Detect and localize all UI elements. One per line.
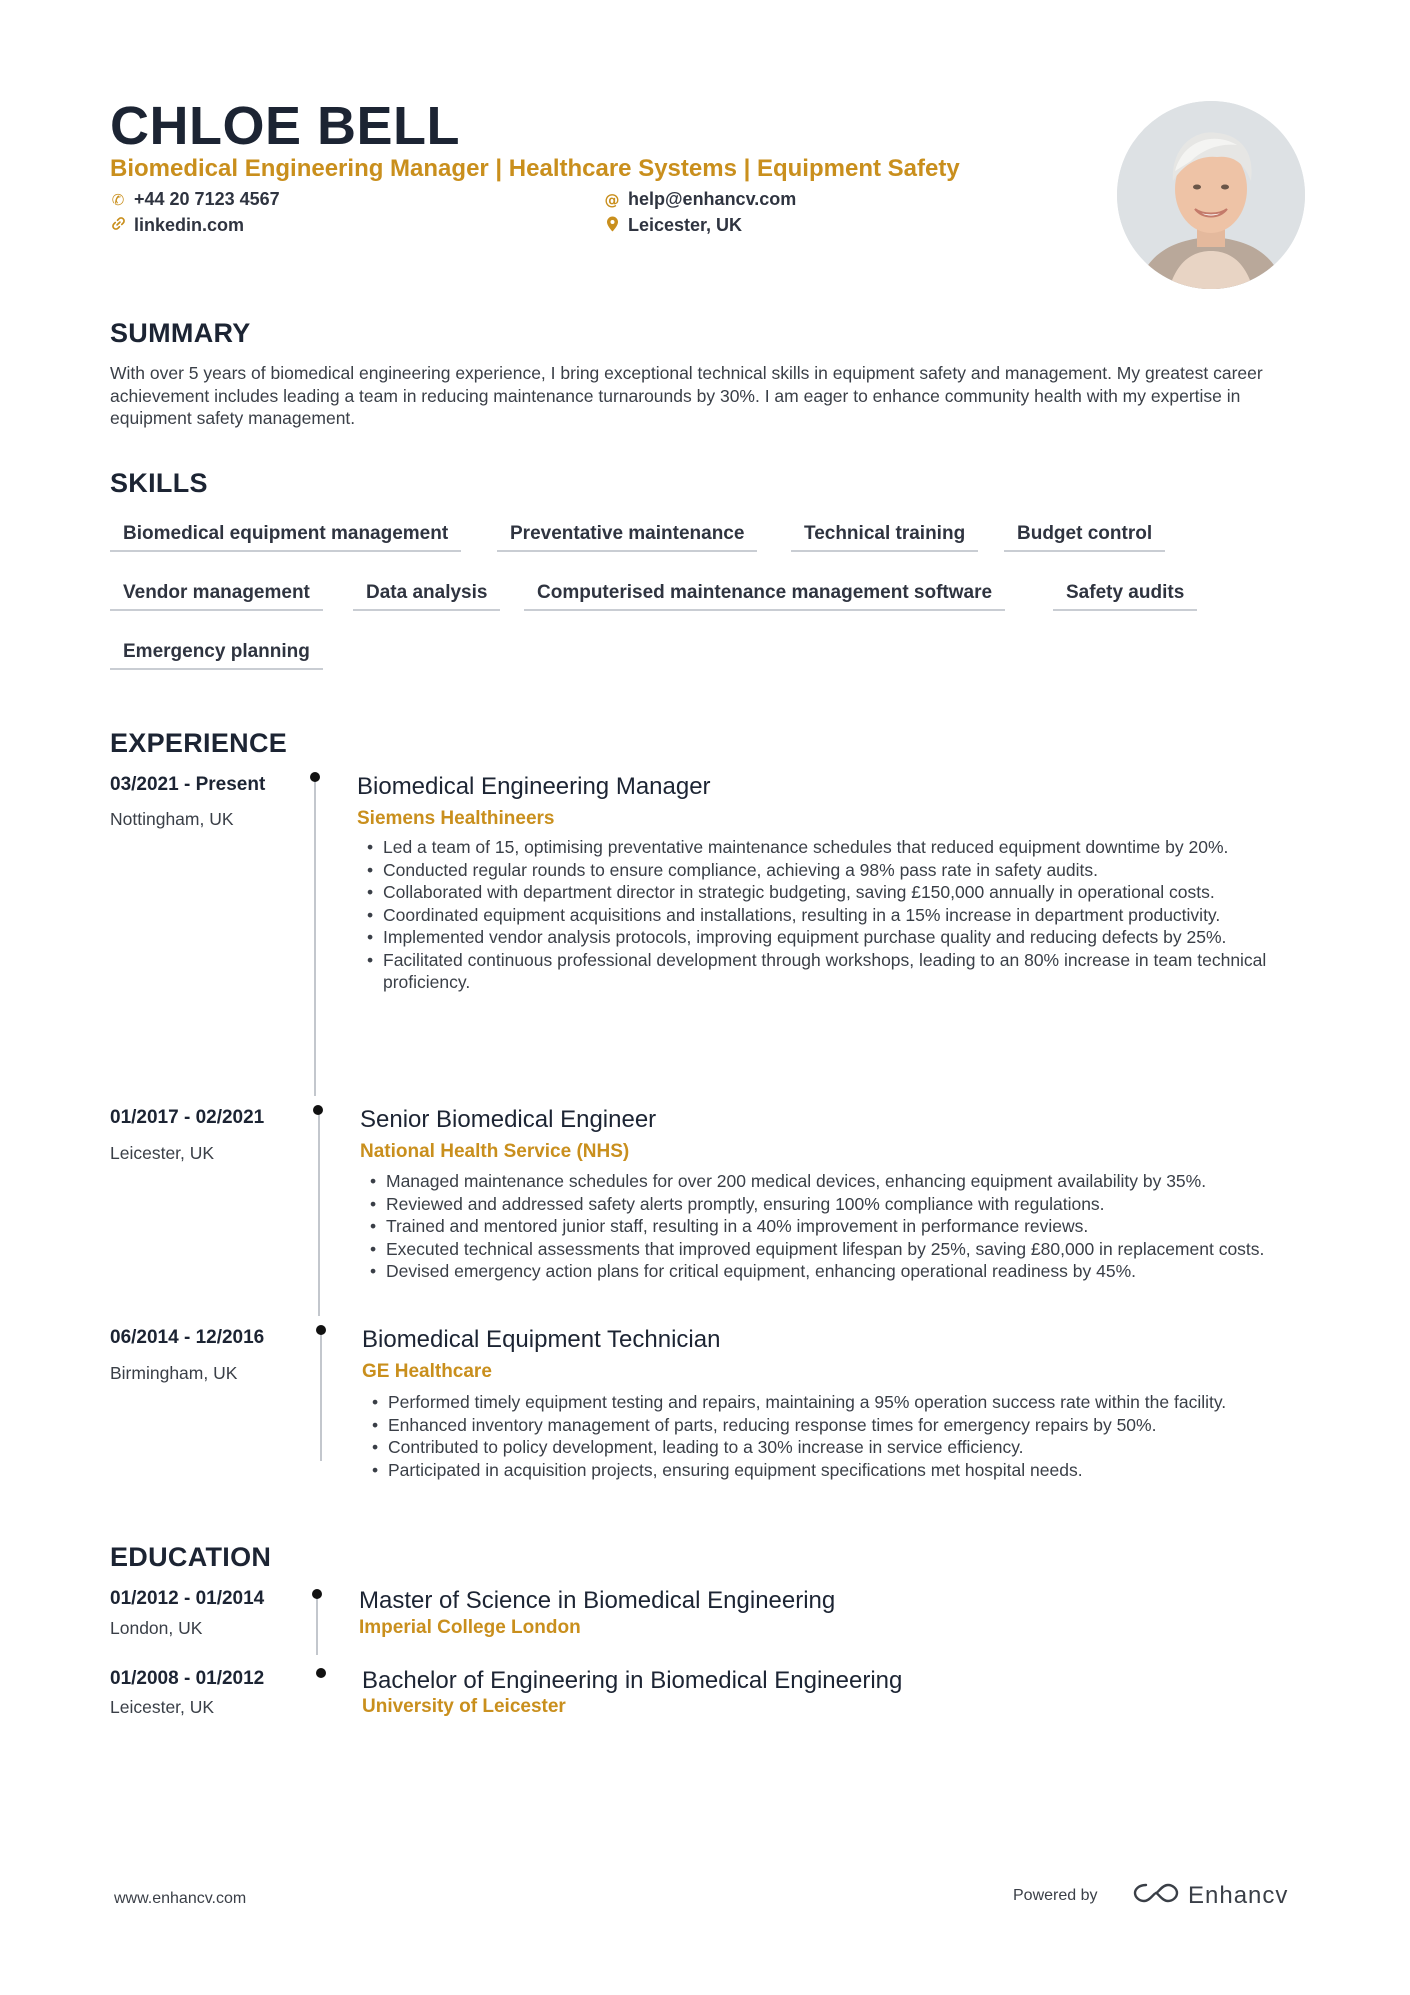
skill-tag: Technical training xyxy=(791,520,978,552)
job-location: Nottingham, UK xyxy=(110,809,234,829)
footer-powered-by: Powered by xyxy=(1013,1887,1098,1904)
edu-school: Imperial College London xyxy=(359,1617,581,1638)
education-title: EDUCATION xyxy=(110,1542,272,1572)
job-location: Birmingham, UK xyxy=(110,1363,238,1383)
skill-tag: Computerised maintenance management software xyxy=(524,579,1005,611)
summary-text: With over 5 years of biomedical engineering experience, I bring exceptional technical skills in equipment safety and management. My greatest career achievement includes leading a team in reducing maintenance turnarounds by 30%. I am eager to enhance community health with my expertise in equipment safety management. xyxy=(110,363,1263,428)
location-text: Leicester, UK xyxy=(628,215,743,235)
at-icon: @ xyxy=(604,190,620,209)
contact-email[interactable] xyxy=(604,189,796,210)
timeline-dot xyxy=(316,1325,326,1335)
edu-degree: Master of Science in Biomedical Engineering xyxy=(359,1587,836,1614)
linkedin-text[interactable]: linkedin.com xyxy=(134,215,245,235)
timeline-line xyxy=(316,1595,318,1655)
list-item: • Contributed to policy development, leading to a 30% increase in service efficiency. xyxy=(368,1436,1268,1459)
list-item: • Participated in acquisition projects, ensuring equipment specifications met hospital needs. xyxy=(368,1459,1268,1482)
edu-location: Leicester, UK xyxy=(110,1697,215,1717)
list-item: • Executed technical assessments that improved equipment lifespan by 25%, saving £80,000 in replacement costs. xyxy=(366,1238,1306,1261)
job-role: Biomedical Engineering Manager xyxy=(357,773,711,800)
enhancv-logo[interactable] xyxy=(1132,1880,1288,1911)
skill-tag: Data analysis xyxy=(353,579,500,611)
skill-tag: Preventative maintenance xyxy=(497,520,757,552)
skills-title: SKILLS xyxy=(110,468,208,498)
job-role: Biomedical Equipment Technician xyxy=(362,1326,721,1353)
timeline-line xyxy=(318,1111,320,1316)
job-company: Siemens Healthineers xyxy=(357,808,555,829)
contact-phone xyxy=(110,189,280,210)
timeline-line xyxy=(320,1331,322,1461)
list-item: • Collaborated with department director in strategic budgeting, saving £150,000 annually in operational costs. xyxy=(363,881,1298,904)
job-dates: 06/2014 - 12/2016 xyxy=(110,1327,265,1348)
list-item: • Managed maintenance schedules for over 200 medical devices, enhancing equipment availability by 35%. xyxy=(366,1170,1306,1193)
experience-title: EXPERIENCE xyxy=(110,728,288,758)
phone-text: +44 20 7123 4567 xyxy=(134,189,280,209)
summary-title: SUMMARY xyxy=(110,318,251,348)
phone-icon: ✆ xyxy=(111,190,125,209)
job-dates: 03/2021 - Present xyxy=(110,774,266,795)
edu-dates: 01/2012 - 01/2014 xyxy=(110,1588,265,1609)
edu-school: University of Leicester xyxy=(362,1696,566,1717)
list-item: • Reviewed and addressed safety alerts promptly, ensuring 100% compliance with regulations. xyxy=(366,1193,1306,1216)
job-company: GE Healthcare xyxy=(362,1361,492,1382)
job-dates: 01/2017 - 02/2021 xyxy=(110,1107,265,1128)
timeline-dot xyxy=(310,772,320,782)
edu-degree: Bachelor of Engineering in Biomedical Engineering xyxy=(362,1667,903,1694)
skill-tag: Biomedical equipment management xyxy=(110,520,461,552)
candidate-name: CHLOE BELL xyxy=(110,96,460,156)
list-item: • Devised emergency action plans for critical equipment, enhancing operational readiness by 45%. xyxy=(366,1260,1306,1283)
timeline-dot xyxy=(313,1105,323,1115)
contact-linkedin[interactable] xyxy=(110,215,244,236)
link-icon xyxy=(110,216,126,235)
skill-tag: Vendor management xyxy=(110,579,323,611)
headline: Biomedical Engineering Manager | Healthcare Systems | Equipment Safety xyxy=(110,155,960,182)
footer-website[interactable]: www.enhancv.com xyxy=(114,1890,247,1907)
list-item: • Facilitated continuous professional development through workshops, leading to an 80% increase in team technical proficiency. xyxy=(363,949,1298,994)
timeline-dot xyxy=(312,1589,322,1599)
list-item: • Led a team of 15, optimising preventative maintenance schedules that reduced equipment downtime by 20%. xyxy=(363,836,1298,859)
job-location: Leicester, UK xyxy=(110,1143,215,1163)
skill-tag: Safety audits xyxy=(1053,579,1197,611)
email-text[interactable]: help@enhancv.com xyxy=(628,189,797,209)
job-company: National Health Service (NHS) xyxy=(360,1141,630,1162)
list-item: • Conducted regular rounds to ensure compliance, achieving a 98% pass rate in safety audits. xyxy=(363,859,1298,882)
profile-photo xyxy=(1117,101,1305,289)
edu-dates: 01/2008 - 01/2012 xyxy=(110,1668,265,1689)
job-bullets xyxy=(366,1170,1306,1283)
skill-tag: Emergency planning xyxy=(110,638,323,670)
enhancv-logo-text: Enhancv xyxy=(1188,1881,1289,1909)
edu-location: London, UK xyxy=(110,1618,203,1638)
list-item: • Enhanced inventory management of parts, reducing response times for emergency repairs by 50%. xyxy=(368,1414,1268,1437)
list-item: • Coordinated equipment acquisitions and installations, resulting in a 15% increase in department productivity. xyxy=(363,904,1298,927)
contact-location xyxy=(604,215,742,236)
list-item: • Performed timely equipment testing and repairs, maintaining a 95% operation success rate within the facility. xyxy=(368,1391,1268,1414)
job-bullets xyxy=(363,836,1298,994)
job-role: Senior Biomedical Engineer xyxy=(360,1106,657,1133)
timeline-line xyxy=(314,778,316,1096)
job-bullets xyxy=(368,1391,1268,1481)
skill-tag: Budget control xyxy=(1004,520,1165,552)
enhancv-logo-icon xyxy=(1132,1880,1180,1911)
list-item: • Implemented vendor analysis protocols, improving equipment purchase quality and reducing defects by 25%. xyxy=(363,926,1298,949)
list-item: • Trained and mentored junior staff, resulting in a 40% improvement in performance reviews. xyxy=(366,1215,1306,1238)
map-pin-icon xyxy=(604,216,620,236)
timeline-dot xyxy=(316,1668,326,1678)
